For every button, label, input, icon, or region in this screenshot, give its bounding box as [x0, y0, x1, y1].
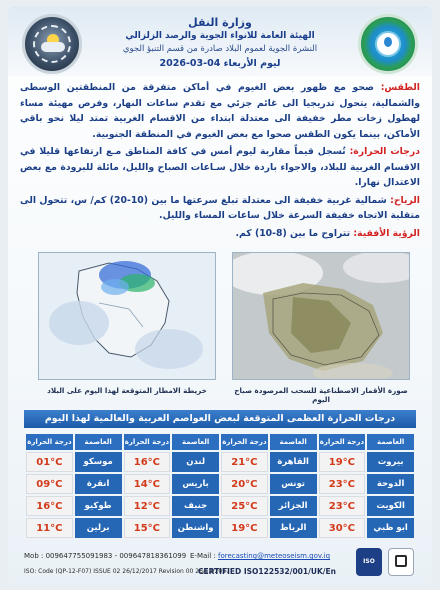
bulletin-sheet [8, 6, 432, 584]
temperature-table [24, 432, 416, 540]
city-cell: الكويت [367, 496, 414, 516]
weather-label: الطقس: [380, 82, 420, 93]
city-cell: لندن [172, 452, 219, 472]
temp-cell: 09°C [26, 474, 73, 494]
header-city: العاصمة [367, 434, 414, 450]
forecast-text [20, 80, 420, 243]
iso-badge-icon: ISO [356, 548, 382, 576]
city-cell: واشنطن [172, 518, 219, 538]
city-cell: موسكو [75, 452, 122, 472]
temp-cell: 25°C [221, 496, 268, 516]
meteorological-authority-logo-icon [358, 14, 418, 74]
ministry-title: وزارة النقل [188, 16, 252, 29]
temperature-text: تُسجل قيماً مقاربة ليوم أمس في كافة المناطق مـع ارتفاعها قليلا في الاقسام الغربية للبلاد، والاجواء باردة خلال سـاعات الصباح والليل، مائلة للبرودة مع بعض الاعتدال نهارا. [20, 146, 420, 188]
satellite-image [232, 252, 410, 380]
city-cell: القاهرة [270, 452, 317, 472]
bulletin-title: النشرة الجوية لعموم البلاد صادرة من قسم التنبؤ الجوي [122, 44, 318, 54]
header-temp: درجة الحرارة [221, 434, 268, 450]
weather-text: صحو مع ظهور بعض الغيوم في أماكن متفرقة من المنطقتين الوسطى والشمالية، يتحول تدريجيا الى غائم جزئي مع تقدم ساعات النهار، وفرص مهيئة مساء لهطول زخات مطر خفيفة الى معتدلة ابتداء من الاقسام الغربية تمتد ليلا نحو باقي الأماكن، بينما يكون الطقس صحوا مع بعض الغيوم في المنطقة الجنوبية. [20, 82, 420, 140]
table-row [26, 452, 414, 472]
rain-forecast-map [38, 252, 216, 380]
city-cell: الرباط [270, 518, 317, 538]
header-temp: درجة الحرارة [319, 434, 366, 450]
temp-cell: 19°C [319, 452, 366, 472]
temp-cell: 20°C [221, 474, 268, 494]
city-cell: طوكيو [75, 496, 122, 516]
temp-cell: 23°C [319, 474, 366, 494]
wind-text: شمالية غربية خفيفة الى معتدلة تبلغ سرعتها ما بين (10-20) كم/ س، تتحول الى متقلبة الاتجاه خفيفة السرعة خلال ساعات المساء والليل. [20, 194, 420, 221]
certification-text: CERTIFIED ISO122532/001/UK/En [198, 567, 336, 576]
email-line [190, 552, 330, 560]
visibility-paragraph [20, 226, 420, 242]
header-temp: درجة الحرارة [124, 434, 171, 450]
temp-cell: 30°C [319, 518, 366, 538]
wind-label: الرياح: [390, 194, 420, 206]
cloud-icon [41, 42, 65, 52]
temp-cell: 21°C [221, 452, 268, 472]
table-row [26, 474, 414, 494]
temp-cell: 16°C [124, 452, 171, 472]
temp-cell: 23°C [319, 496, 366, 516]
temp-cell: 12°C [124, 496, 171, 516]
temperature-label: درجات الحرارة: [349, 146, 420, 157]
temp-cell: 15°C [124, 518, 171, 538]
temp-cell: 11°C [26, 518, 73, 538]
bulletin-date: ليوم الأربعاء 04-03-2026 [159, 58, 281, 69]
water-drop-icon [384, 37, 392, 47]
temp-cell: 14°C [124, 474, 171, 494]
wind-paragraph [20, 193, 420, 224]
header-city: العاصمة [172, 434, 219, 450]
maps-section [38, 252, 410, 410]
visibility-label: الرؤية الأفقية: [353, 227, 420, 239]
satellite-graphic [233, 253, 410, 380]
authority-title: الهيئة العامة للانواء الجوية والرصد الزلزالي [125, 31, 315, 41]
iso-code: ISO: Code (QP-12-F07) ISSUE 02 26/12/2017 Revision 00 26/12/2017 [24, 568, 230, 575]
city-cell: تونس [270, 474, 317, 494]
header-city: العاصمة [75, 434, 122, 450]
footer [20, 548, 420, 582]
city-cell: بيروت [367, 452, 414, 472]
email-link[interactable]: forecasting@meteoseism.gov.iq [217, 552, 331, 560]
temp-cell: 19°C [221, 518, 268, 538]
header-city: العاصمة [270, 434, 317, 450]
rain-map-graphic [39, 253, 216, 380]
mobile-numbers: Mob : 009647755091983 - 009647818361099 [24, 552, 187, 560]
rain-map-caption: خريطة الامطار المتوقعة لهذا اليوم على البلاد [47, 386, 207, 395]
temperature-paragraph [20, 144, 420, 191]
city-cell: انقرة [75, 474, 122, 494]
city-cell: ابو ظبي [367, 518, 414, 538]
city-cell: الجزائر [270, 496, 317, 516]
cert-mark-shape [395, 555, 407, 567]
city-cell: باريس [172, 474, 219, 494]
city-cell: الدوحة [367, 474, 414, 494]
email-label: E-Mail : [190, 552, 218, 560]
weather-forecasting-logo-icon [22, 14, 82, 74]
table-row [26, 496, 414, 516]
temp-cell: 01°C [26, 452, 73, 472]
table-row [26, 518, 414, 538]
city-cell: جنيف [172, 496, 219, 516]
table-header-row [26, 434, 414, 450]
city-cell: برلين [75, 518, 122, 538]
satellite-caption: صورة الأقمار الاصطناعية للسحب المرصودة صباح اليوم [234, 386, 408, 404]
temperature-table-title: درجات الحرارة العظمى المتوقعة لبعض العواصم العربية والعالمية لهذا اليوم [24, 410, 416, 428]
weather-paragraph [20, 80, 420, 142]
temp-cell: 16°C [26, 496, 73, 516]
visibility-text: تتراوح ما بين (8-10) كم. [235, 227, 351, 239]
certification-mark-icon [388, 548, 414, 576]
header-temp: درجة الحرارة [26, 434, 73, 450]
